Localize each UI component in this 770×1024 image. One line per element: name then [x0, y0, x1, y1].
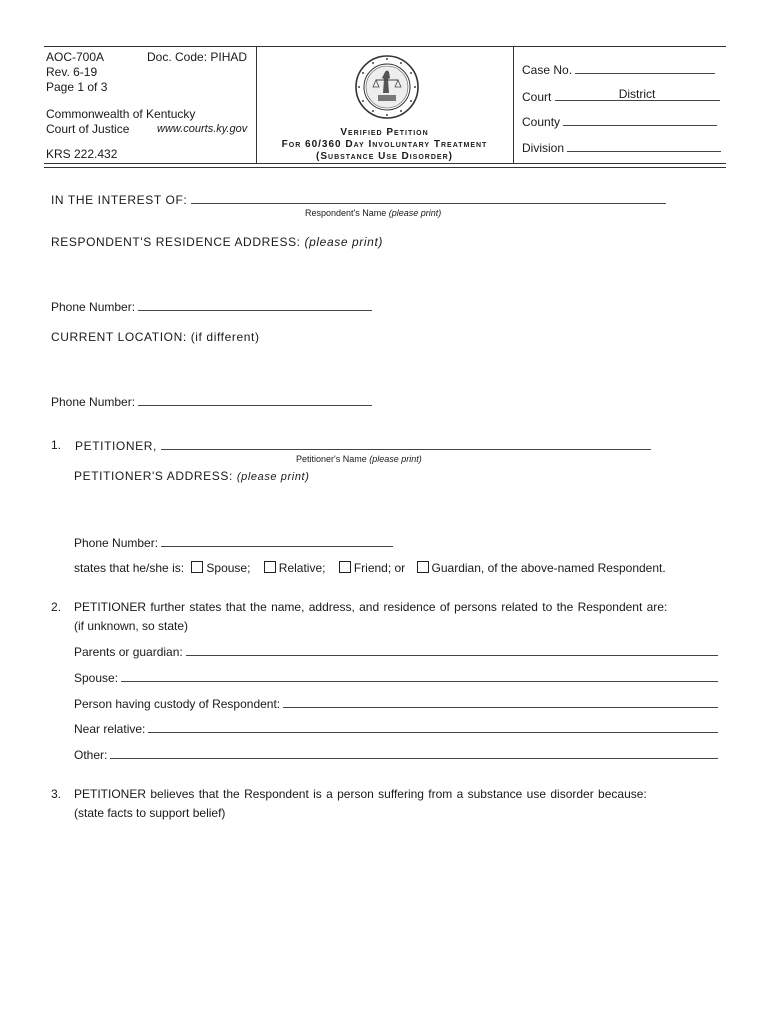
county-label: County	[522, 115, 561, 129]
header-bottom-rule-2	[44, 167, 726, 168]
spouse-option[interactable]: Spouse;	[191, 561, 250, 575]
statute: KRS 222.432	[46, 147, 118, 161]
website: www.courts.ky.gov	[157, 123, 248, 135]
states-text: states that he/she is:	[74, 561, 185, 575]
section2-text-line1: PETITIONER further states that the name, address, and residence of persons related to the Respondent are:	[74, 600, 668, 614]
near-relative-field[interactable]	[74, 722, 718, 736]
near-relative-label: Near relative:	[74, 722, 146, 736]
parents-label: Parents or guardian:	[74, 645, 183, 659]
custody-label: Person having custody of Respondent:	[74, 697, 281, 711]
friend-checkbox[interactable]	[339, 561, 351, 573]
location-phone-field[interactable]	[51, 394, 372, 409]
spouse-field[interactable]	[74, 671, 718, 685]
petitioner-phone-label: Phone Number:	[74, 536, 159, 550]
custody-field[interactable]	[74, 697, 718, 711]
header-divider-right	[513, 46, 514, 163]
respondent-phone-field[interactable]	[51, 299, 372, 314]
form-title-line2: For 60/360 Day Involuntary Treatment	[281, 139, 488, 150]
division-label: Division	[522, 141, 565, 155]
relative-checkbox[interactable]	[264, 561, 276, 573]
section2-text-line2: (if unknown, so state)	[74, 619, 189, 633]
county-field[interactable]	[522, 114, 717, 129]
respondent-phone-label: Phone Number:	[51, 300, 136, 314]
spouse-label: Spouse:	[74, 671, 119, 685]
case-no-field[interactable]	[522, 62, 715, 77]
petitioner-name-caption: Petitioner's Name (please print)	[296, 454, 422, 464]
respondent-name-caption: Respondent's Name (please print)	[305, 208, 442, 218]
section3-text-line2: (state facts to support belief)	[74, 806, 226, 820]
case-no-label: Case No.	[522, 63, 573, 77]
friend-option[interactable]: Friend; or	[339, 561, 405, 575]
court-label: Court	[522, 90, 552, 104]
interest-of-field[interactable]	[51, 192, 666, 207]
court-seal-icon	[354, 54, 420, 120]
location-phone-label: Phone Number:	[51, 395, 136, 409]
guardian-checkbox[interactable]	[417, 561, 429, 573]
spouse-checkbox[interactable]	[191, 561, 203, 573]
division-field[interactable]	[522, 140, 721, 155]
header-top-rule	[44, 46, 726, 47]
page-indicator: Page 1 of 3	[46, 80, 108, 94]
current-location-label: CURRENT LOCATION: (if different)	[51, 330, 260, 344]
org-line1: Commonwealth of Kentucky	[46, 107, 196, 121]
court-value: District	[618, 87, 656, 101]
doc-code: Doc. Code: PIHAD	[147, 50, 248, 64]
residence-address-label: RESPONDENT'S RESIDENCE ADDRESS: (please print)	[51, 235, 383, 249]
other-label: Other:	[74, 748, 108, 762]
relative-option[interactable]: Relative;	[264, 561, 326, 575]
form-title-line3: (Substance Use Disorder)	[316, 151, 453, 162]
form-id: AOC-700A	[46, 50, 105, 64]
org-line2: Court of Justice	[46, 122, 130, 136]
form-title-line1: Verified Petition	[340, 127, 429, 138]
section3-number: 3.	[51, 787, 62, 801]
section3-text-line1: PETITIONER believes that the Respondent is a person suffering from a substance use disorder because:	[74, 787, 647, 801]
petitioner-phone-field[interactable]	[74, 535, 393, 550]
section1-number: 1.	[51, 438, 62, 452]
petitioner-label: PETITIONER,	[75, 439, 157, 453]
relationship-row	[74, 561, 666, 575]
section2-number: 2.	[51, 600, 62, 614]
interest-of-label: IN THE INTEREST OF:	[51, 193, 188, 207]
petitioner-address-label: PETITIONER'S ADDRESS: (please print)	[74, 469, 310, 483]
parents-field[interactable]	[74, 645, 718, 659]
court-field[interactable]	[522, 88, 720, 104]
header-bottom-rule	[44, 163, 726, 164]
revision: Rev. 6-19	[46, 65, 98, 79]
guardian-option[interactable]: Guardian, of the above-named Respondent.	[417, 561, 666, 575]
other-field[interactable]	[74, 748, 718, 762]
petitioner-name-field[interactable]	[75, 438, 651, 453]
